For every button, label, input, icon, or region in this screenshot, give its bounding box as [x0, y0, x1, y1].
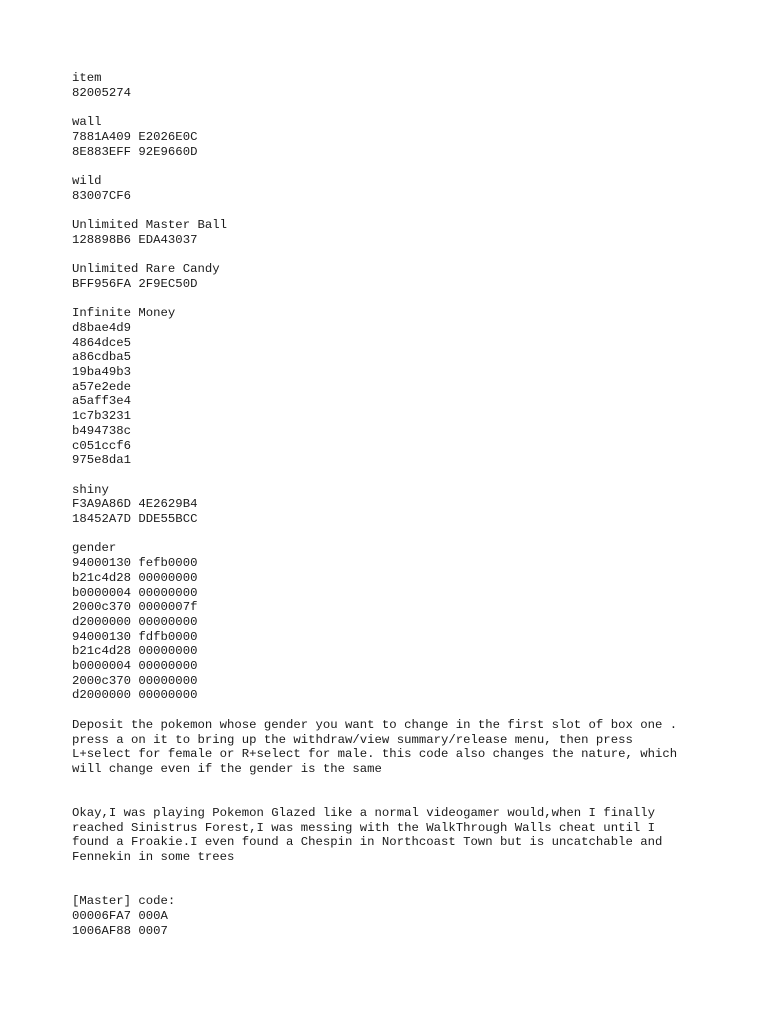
code-line: 1006AF88 0007	[72, 923, 168, 938]
code-line: 975e8da1	[72, 453, 132, 468]
code-line: b0000004 00000000	[72, 659, 198, 674]
code-line: 7881A409 E2026E0C	[72, 129, 198, 144]
paragraph-line: Deposit the pokemon whose gender you want to change in the first slot of box one .	[72, 717, 678, 732]
code-line: 128898B6 EDA43037	[72, 232, 198, 247]
block-heading: Unlimited Master Ball	[72, 217, 227, 232]
block-heading: [Master] code:	[72, 894, 176, 909]
wall-code-block	[72, 115, 732, 159]
code-line: 2000c370 0000007f	[72, 600, 198, 615]
block-heading: item	[72, 71, 102, 85]
code-line: 94000130 fdfb0000	[72, 629, 198, 644]
code-line: b21c4d28 00000000	[72, 644, 198, 659]
code-line: 18452A7D DDE55BCC	[72, 512, 198, 526]
code-line: b21c4d28 00000000	[72, 570, 198, 585]
block-heading: gender	[72, 541, 117, 556]
gender-code-block	[72, 541, 732, 703]
paragraph-line: reached Sinistrus Forest,I was messing with the WalkThrough Walls cheat until I	[72, 820, 655, 835]
code-line: 82005274	[72, 85, 132, 100]
code-line: d2000000 00000000	[72, 688, 198, 703]
code-line: F3A9A86D 4E2629B4	[72, 497, 198, 512]
paragraph-line: L+select for female or R+select for male. this code also changes the nature, which	[72, 747, 678, 762]
code-line: c051ccf6	[72, 438, 132, 453]
paragraph-line: Fennekin in some trees	[72, 850, 235, 865]
code-line: a86cdba5	[72, 350, 132, 365]
paragraph-line: Okay,I was playing Pokemon Glazed like a normal videogamer would,when I finally	[72, 806, 655, 821]
glazed-story-paragraph	[72, 806, 732, 865]
document-page	[72, 71, 732, 953]
code-line: 94000130 fefb0000	[72, 556, 198, 571]
code-line: a57e2ede	[72, 379, 132, 394]
item-code-block	[72, 71, 732, 100]
block-heading: Infinite Money	[72, 306, 176, 321]
code-line: BFF956FA 2F9EC50D	[72, 276, 198, 291]
gender-instructions-paragraph	[72, 718, 732, 777]
master-code-block	[72, 894, 732, 938]
code-line: 2000c370 00000000	[72, 673, 198, 688]
code-line: 8E883EFF 92E9660D	[72, 144, 198, 159]
shiny-code-block	[72, 483, 732, 527]
block-heading: shiny	[72, 482, 109, 497]
code-line: 19ba49b3	[72, 364, 132, 379]
block-heading: wild	[72, 173, 102, 188]
block-heading: Unlimited Rare Candy	[72, 262, 220, 277]
code-line: b494738c	[72, 423, 132, 438]
wild-code-block	[72, 174, 732, 203]
code-line: a5aff3e4	[72, 394, 132, 409]
code-line: d2000000 00000000	[72, 614, 198, 629]
code-line: 00006FA7 000A	[72, 908, 168, 923]
code-line: 1c7b3231	[72, 409, 132, 424]
infinite-money-code-block	[72, 306, 732, 468]
paragraph-line: will change even if the gender is the same	[72, 761, 382, 776]
block-heading: wall	[72, 115, 102, 130]
paragraph-line: press a on it to bring up the withdraw/view summary/release menu, then press	[72, 732, 633, 747]
code-line: 83007CF6	[72, 188, 132, 203]
code-line: d8bae4d9	[72, 320, 132, 335]
rare-candy-code-block	[72, 262, 732, 291]
code-line: b0000004 00000000	[72, 585, 198, 600]
master-ball-code-block	[72, 218, 732, 247]
paragraph-line: found a Froakie.I even found a Chespin in Northcoast Town but is uncatchable and	[72, 835, 663, 850]
code-line: 4864dce5	[72, 335, 132, 350]
